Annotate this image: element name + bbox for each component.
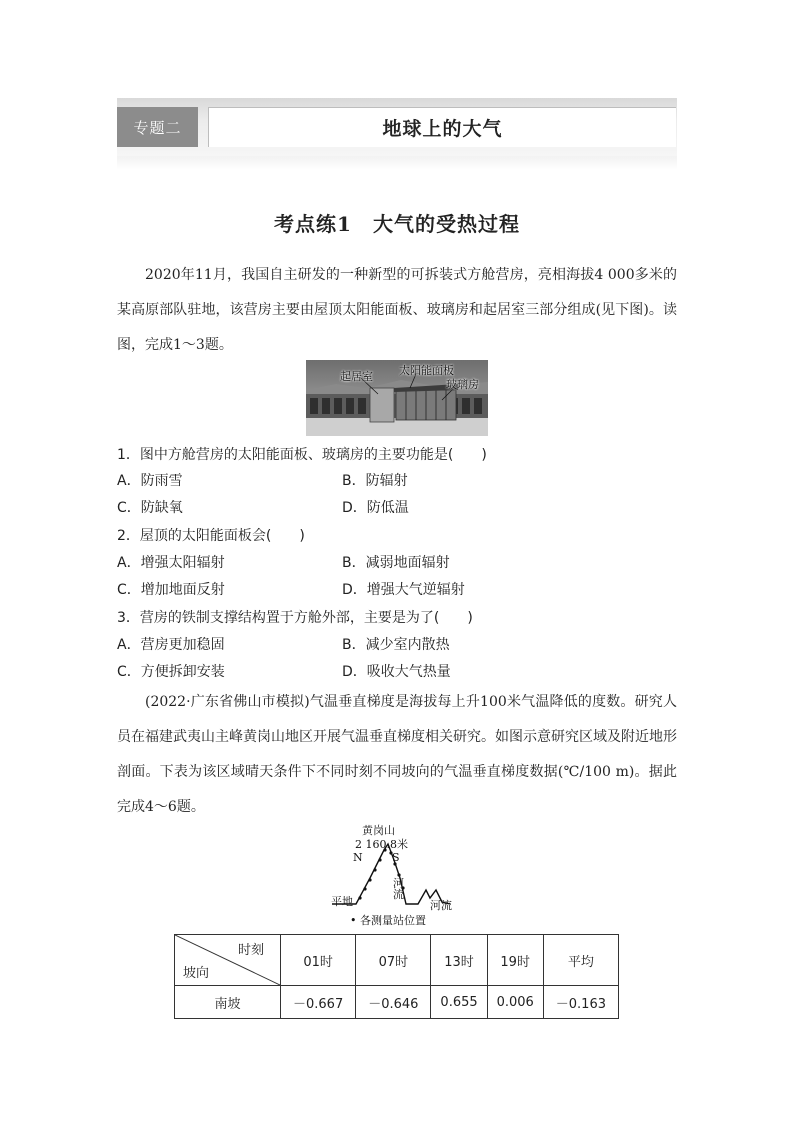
table-cell: 0.655: [431, 986, 487, 1019]
table-row: [175, 986, 619, 1019]
river-label-1: 河流: [393, 877, 404, 901]
q3-option-a: A．营房更加稳固: [117, 637, 225, 653]
peak-name: 黄岗山: [362, 824, 395, 837]
q2-option-b: B．减弱地面辐射: [342, 555, 450, 571]
passage-1: 2020年11月，我国自主研发的一种新型的可拆装式方舱营房，亮相海拔4 000多米的某高原部队驻地，该营房主要由屋顶太阳能面板、玻璃房和起居室三部分组成(见下图)。读图，完成1～3题。: [117, 267, 677, 353]
q2-option-d: D．增强大气逆辐射: [342, 582, 465, 598]
q1-option-a: A．防雨雪: [117, 473, 183, 489]
photo-label-glass-room: 玻璃房: [446, 378, 479, 391]
peak-height: 2 160.8米: [355, 838, 408, 851]
table-cell: －0.667: [281, 986, 356, 1019]
q1-option-b: B．防辐射: [342, 473, 408, 489]
north-label: N: [353, 851, 363, 864]
corner-time-label: 时刻: [237, 943, 264, 958]
south-label: S: [392, 851, 400, 864]
topic-tag: 专题二: [117, 107, 198, 147]
table-header-01: 01时: [281, 935, 356, 986]
table-header-avg: 平均: [543, 935, 618, 986]
cabin-photo: [306, 360, 488, 436]
table-header-13: 13时: [431, 935, 487, 986]
flat-label: 平地: [331, 895, 353, 908]
table-header-07: 07时: [356, 935, 431, 986]
question-2-stem: 2．屋顶的太阳能面板会( ): [117, 528, 305, 544]
table-cell: 0.006: [487, 986, 543, 1019]
q1-option-c: C．防缺氧: [117, 500, 183, 516]
q1-option-d: D．防低温: [342, 500, 409, 516]
station-legend: • 各测量站位置: [350, 914, 426, 927]
q3-option-d: D．吸收大气热量: [342, 664, 451, 680]
table-corner-cell: [175, 935, 281, 986]
section-title: 考点练1 大气的受热过程: [274, 212, 520, 236]
row-label-south: 南坡: [175, 986, 281, 1019]
passage-2: (2022·广东省佛山市模拟)气温垂直梯度是海拔每上升100米气温降低的度数。研究人员在福建武夷山主峰黄岗山地区开展气温垂直梯度相关研究。如图示意研究区域及附近地形剖面。下表为该区域晴天条件下不同时刻不同坡向的气温垂直梯度数据(℃/100 m)。据此完成4～6题。: [117, 694, 677, 815]
q2-option-c: C．增加地面反射: [117, 582, 225, 598]
table-header-19: 19时: [487, 935, 543, 986]
q2-option-a: A．增强太阳辐射: [117, 555, 225, 571]
river-label-2: 河流: [430, 899, 452, 912]
question-1-stem: 1．图中方舱营房的太阳能面板、玻璃房的主要功能是( ): [117, 447, 487, 463]
question-3-stem: 3．营房的铁制支撑结构置于方舱外部，主要是为了( ): [117, 610, 473, 626]
q3-option-c: C．方便拆卸安装: [117, 664, 225, 680]
gradient-table: [174, 934, 619, 1019]
photo-label-living-room: 起居室: [340, 370, 373, 383]
q3-option-b: B．减少室内散热: [342, 637, 450, 653]
topic-title: 地球上的大气: [208, 107, 676, 147]
table-cell: －0.646: [356, 986, 431, 1019]
terrain-profile-diagram: [326, 820, 466, 930]
table-cell: －0.163: [543, 986, 618, 1019]
photo-label-solar-panel: 太阳能面板: [399, 364, 454, 377]
corner-slope-label: 坡向: [183, 966, 210, 981]
